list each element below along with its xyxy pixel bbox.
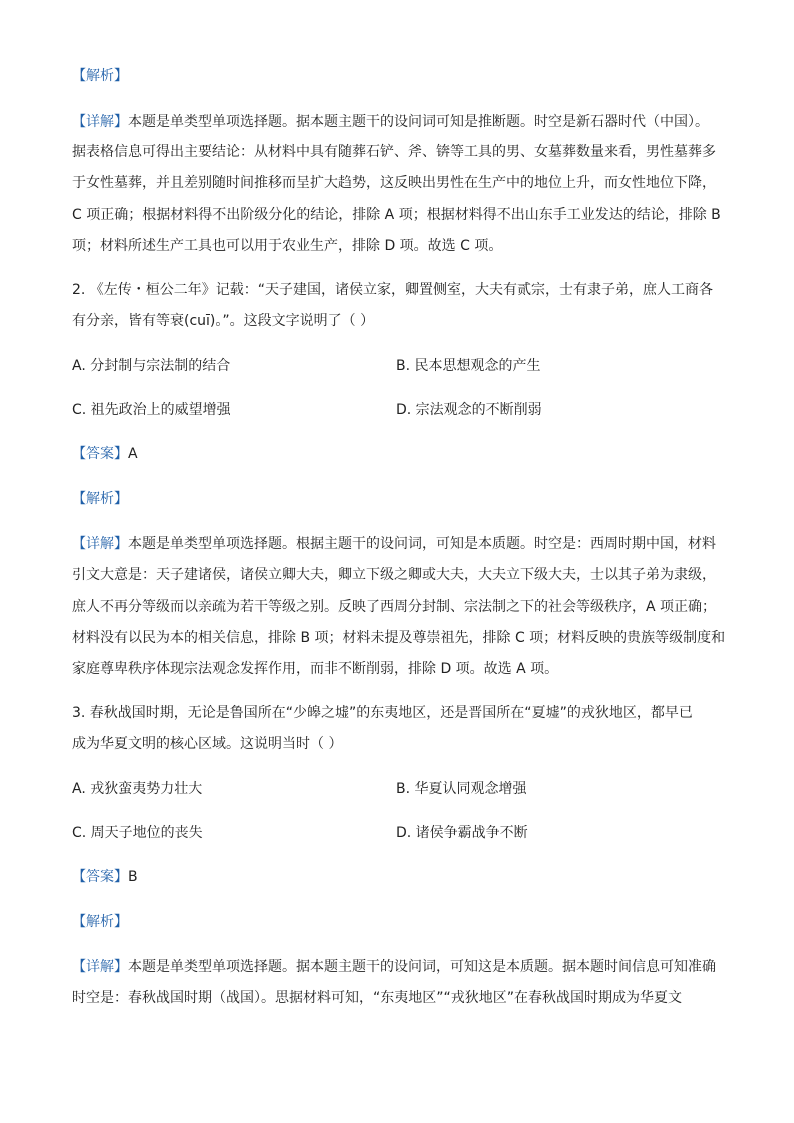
analysis-heading: 【解析】 bbox=[72, 491, 128, 507]
detail-paragraph-line bbox=[72, 112, 709, 132]
question-3-option-d: D. 诸侯争霸战争不断 bbox=[396, 825, 528, 841]
paragraph-line: 据表格信息可得出主要结论：从材料中具有随葬石铲、斧、锛等工具的男、女墓葬数量来看，男性墓葬多 bbox=[72, 144, 716, 160]
answer-tag: 【答案】 bbox=[72, 446, 128, 462]
answer-tag: 【答案】 bbox=[72, 869, 128, 885]
question-2-stem-line: 有分亲，皆有等衰(cuī)。”。这段文字说明了（ ） bbox=[72, 313, 375, 329]
paragraph-line: 时空是：春秋战国时期（战国）。思据材料可知，“东夷地区”“戎狄地区”在春秋战国时期成为华夏文 bbox=[72, 990, 683, 1006]
answer-value: B bbox=[128, 869, 138, 885]
question-3-option-b: B. 华夏认同观念增强 bbox=[396, 781, 527, 797]
question-2-stem-line: 2. 《左传・桓公二年》记载：“天子建国，诸侯立家，卿置侧室，大夫有贰宗，士有隶子弟，庶人工商各 bbox=[72, 282, 714, 298]
answer-value: A bbox=[128, 446, 138, 462]
detail-tag: 【详解】 bbox=[72, 536, 128, 552]
paragraph-line: 引文大意是：天子建诸侯，诸侯立卿大夫，卿立下级之卿或大夫，大夫立下级大夫，士以其子弟为隶级， bbox=[72, 567, 716, 583]
question-3-option-a: A. 戎狄蛮夷势力壮大 bbox=[72, 781, 203, 797]
question-2-option-d: D. 宗法观念的不断削弱 bbox=[396, 402, 542, 418]
paragraph-line: C 项正确；根据材料得不出阶级分化的结论，排除 A 项；根据材料得不出山东手工业发达的结论，排除 B bbox=[72, 207, 721, 223]
question-3-stem-line: 成为华夏文明的核心区域。这说明当时（ ） bbox=[72, 736, 343, 752]
question-2-option-c: C. 祖先政治上的威望增强 bbox=[72, 402, 231, 418]
analysis-heading: 【解析】 bbox=[72, 914, 128, 930]
paragraph-line: 材料没有以民为本的相关信息，排除 B 项；材料未提及尊崇祖先，排除 C 项；材料反映的贵族等级制度和 bbox=[72, 630, 726, 646]
question-3-stem-line: 3. 春秋战国时期，无论是鲁国所在“少皞之墟”的东夷地区，还是晋国所在“夏墟”的戎狄地区，都早已 bbox=[72, 705, 693, 721]
paragraph-line: 于女性墓葬，并且差别随时间推移而呈扩大趋势，这反映出男性在生产中的地位上升，而女性地位下降， bbox=[72, 175, 716, 191]
paragraph-line: 庶人不再分等级而以亲疏为若干等级之别。反映了西周分封制、宗法制之下的社会等级秩序，A 项正确； bbox=[72, 599, 717, 615]
question-3-option-c: C. 周天子地位的丧失 bbox=[72, 825, 203, 841]
paragraph-line: 项；材料所述生产工具也可以用于农业生产，排除 D 项。故选 C 项。 bbox=[72, 238, 503, 254]
question-2-answer bbox=[72, 444, 138, 464]
question-3-answer bbox=[72, 867, 138, 887]
paragraph-text: 本题是单类型单项选择题。据本题主题干的设问词，可知这是本质题。据本题时间信息可知准确 bbox=[128, 959, 716, 975]
detail-paragraph-line bbox=[72, 534, 716, 554]
paragraph-text: 本题是单类型单项选择题。据本题主题干的设问词可知是推断题。时空是新石器时代（中国）。 bbox=[128, 114, 709, 130]
detail-tag: 【详解】 bbox=[72, 114, 128, 130]
detail-paragraph-line bbox=[72, 957, 716, 977]
paragraph-line: 家庭尊卑秩序体现宗法观念发挥作用，而非不断削弱，排除 D 项。故选 A 项。 bbox=[72, 661, 559, 677]
question-2-option-a: A. 分封制与宗法制的结合 bbox=[72, 358, 231, 374]
paragraph-text: 本题是单类型单项选择题。根据主题干的设问词，可知是本质题。时空是：西周时期中国，材料 bbox=[128, 536, 716, 552]
detail-tag: 【详解】 bbox=[72, 959, 128, 975]
analysis-heading: 【解析】 bbox=[72, 68, 128, 84]
question-2-option-b: B. 民本思想观念的产生 bbox=[396, 358, 541, 374]
